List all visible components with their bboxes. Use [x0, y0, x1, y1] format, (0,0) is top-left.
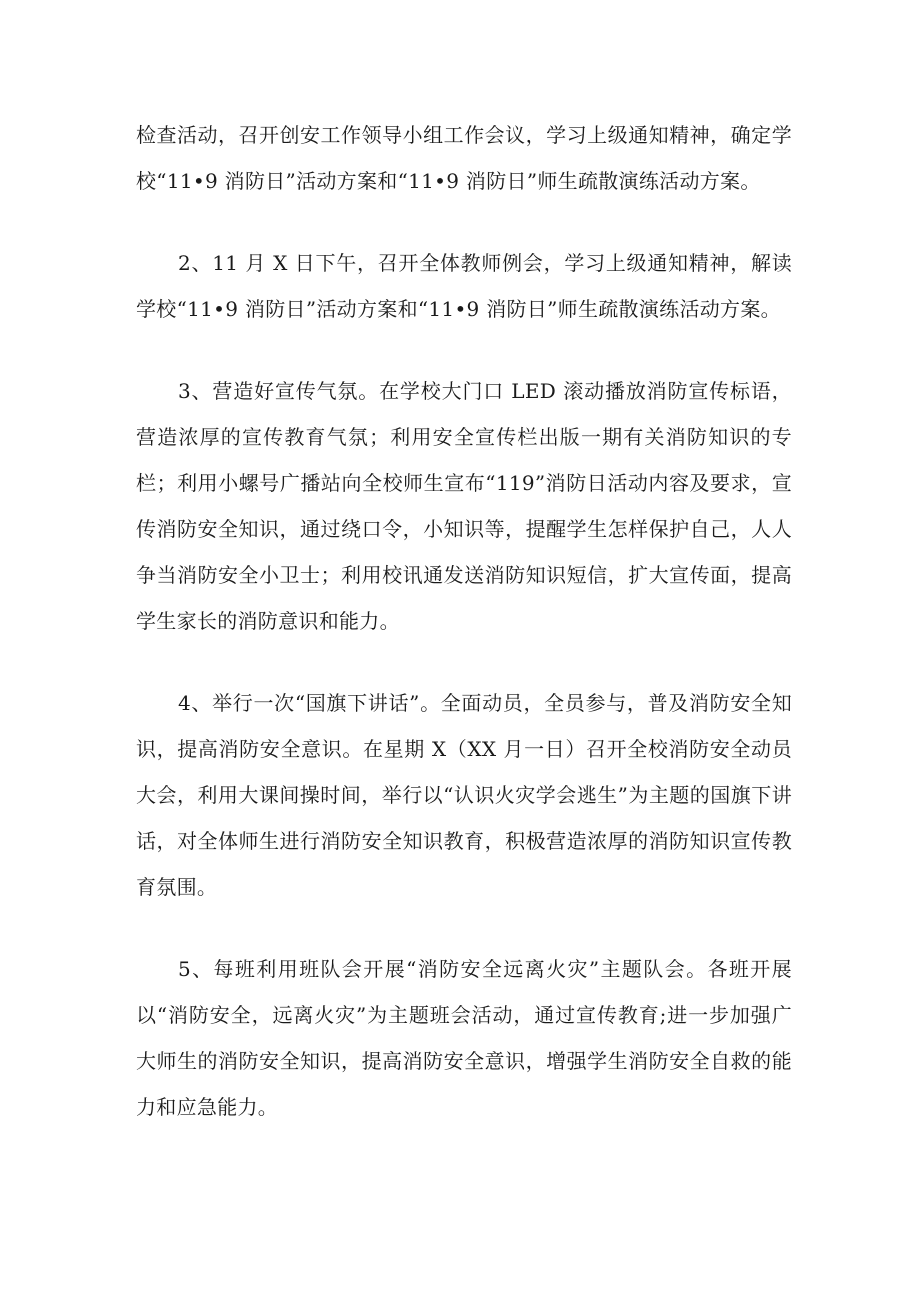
paragraph-continuation: 检查活动，召开创安工作领导小组工作会议，学习上级通知精神，确定学校“11•9 消防日”活动方案和“11•9 消防日”师生疏散演练活动方案。	[136, 123, 792, 193]
paragraph-item-5: 5、每班利用班队会开展“消防安全远离火灾”主题队会。各班开展以“消防安全，远离火灾”为主题班会活动，通过宣传教育;进一步加强广大师生的消防安全知识，提高消防安全意识，增强学生消防安全自救的能力和应急能力。	[136, 957, 792, 1119]
paragraph-item-4: 4、举行一次“国旗下讲话”。全面动员，全员参与，普及消防安全知识，提高消防安全意识。在星期 X（XX 月一日）召开全校消防安全动员大会，利用大课间操时间，举行以“认识火灾学会逃生”为主题的国旗下讲话，对全体师生进行消防安全知识教育，积极营造浓厚的消防知识宣传教育氛围。	[136, 691, 792, 899]
document-body	[136, 112, 792, 1166]
paragraph-item-3: 3、营造好宣传气氛。在学校大门口 LED 滚动播放消防宣传标语，营造浓厚的宣传教育气氛；利用安全宣传栏出版一期有关消防知识的专栏；利用小螺号广播站向全校师生宣布“119”消防日活动内容及要求，宣传消防安全知识，通过绕口令，小知识等，提醒学生怎样保护自己，人人争当消防安全小卫士；利用校讯通发送消防知识短信，扩大宣传面，提高学生家长的消防意识和能力。	[136, 379, 792, 633]
paragraph-item-2: 2、11 月 X 日下午，召开全体教师例会，学习上级通知精神，解读学校“11•9 消防日”活动方案和“11•9 消防日”师生疏散演练活动方案。	[136, 251, 792, 321]
